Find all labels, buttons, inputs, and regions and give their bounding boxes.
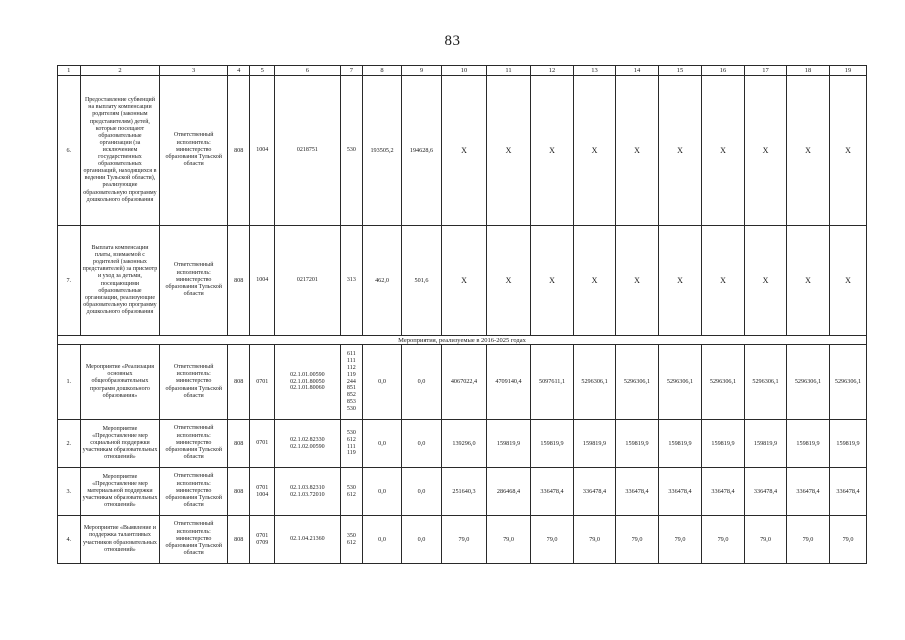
measure-description-cell: Мероприятие «Предоставление мер социальной поддержки участникам образовательных отношений» [80,420,160,468]
amount-cell: 193505,2 [363,76,402,226]
responsible-executor-cell: Ответственный исполнитель: министерство образования Тульской области [160,76,228,226]
expense-type-code-cell: 611 111 112 119 244 851 852 853 530 [340,345,363,420]
table-row [58,226,867,336]
column-number-cell: 7 [340,66,363,76]
amount-cell: 336478,4 [745,468,787,516]
column-number-cell: 4 [227,66,250,76]
amount-cell: 159819,9 [702,420,745,468]
amount-cell: X [659,76,702,226]
target-article-code-cell: 02.1.03.82310 02.1.03.72010 [275,468,341,516]
amount-cell: 0,0 [363,345,402,420]
column-number-cell: 13 [574,66,616,76]
amount-cell: 0,0 [402,468,442,516]
amount-cell: 79,0 [786,516,829,564]
section-code-cell: 0701 1004 [250,468,275,516]
amount-cell: 159819,9 [531,420,574,468]
amount-cell: 0,0 [402,420,442,468]
measure-description-cell: Выплата компенсации платы, взимаемой с родителей (законных представителей) за присмотр и уход за детьми, посещающими образовательные организации, реализующие образовательную программу дошкольного образования [80,226,160,336]
column-number-cell: 8 [363,66,402,76]
amount-cell: 5296306,1 [786,345,829,420]
amount-cell: 79,0 [441,516,486,564]
amount-cell: 0,0 [363,420,402,468]
amount-cell: 159819,9 [574,420,616,468]
amount-cell: 79,0 [486,516,530,564]
amount-cell: X [745,226,787,336]
amount-cell: X [829,76,866,226]
expense-type-code-cell: 350 612 [340,516,363,564]
responsible-executor-cell: Ответственный исполнитель: министерство образования Тульской области [160,226,228,336]
section-title-row [58,336,867,345]
column-number-cell: 1 [58,66,81,76]
amount-cell: 0,0 [402,345,442,420]
amount-cell: 159819,9 [616,420,659,468]
target-article-code-cell: 0217201 [275,226,341,336]
target-article-code-cell: 02.1.04.21360 [275,516,341,564]
row-number-cell: 6. [58,76,81,226]
amount-cell: 79,0 [531,516,574,564]
column-number-cell: 3 [160,66,228,76]
responsible-executor-cell: Ответственный исполнитель: министерство образования Тульской области [160,345,228,420]
measure-description-cell: Мероприятие «Реализация основных общеобразовательных программ дошкольного образования» [80,345,160,420]
amount-cell: 4709140,4 [486,345,530,420]
amount-cell: 79,0 [745,516,787,564]
responsible-executor-cell: Ответственный исполнитель: министерство образования Тульской области [160,420,228,468]
measure-description-cell: Мероприятие «Выявление и поддержка талантливых участников образовательных отношений» [80,516,160,564]
amount-cell: X [441,76,486,226]
grbs-code-cell: 808 [227,76,250,226]
amount-cell: 5296306,1 [745,345,787,420]
target-article-code-cell: 0218751 [275,76,341,226]
amount-cell: X [745,76,787,226]
amount-cell: 5296306,1 [574,345,616,420]
row-number-cell: 4. [58,516,81,564]
column-number-cell: 12 [531,66,574,76]
amount-cell: 5296306,1 [829,345,866,420]
amount-cell: 336478,4 [531,468,574,516]
measure-description-cell: Мероприятие «Предоставление мер материальной поддержки участникам образовательных отношений» [80,468,160,516]
grbs-code-cell: 808 [227,420,250,468]
table-row [58,76,867,226]
amount-cell: X [574,76,616,226]
amount-cell: 5296306,1 [702,345,745,420]
grbs-code-cell: 808 [227,468,250,516]
amount-cell: 194628,6 [402,76,442,226]
column-number-cell: 11 [486,66,530,76]
column-number-cell: 15 [659,66,702,76]
expense-type-code-cell: 313 [340,226,363,336]
amount-cell: 79,0 [574,516,616,564]
amount-cell: 336478,4 [786,468,829,516]
column-number-cell: 6 [275,66,341,76]
amount-cell: 159819,9 [786,420,829,468]
amount-cell: X [531,226,574,336]
amount-cell: 5296306,1 [659,345,702,420]
column-number-cell: 16 [702,66,745,76]
amount-cell: X [441,226,486,336]
column-number-cell: 17 [745,66,787,76]
amount-cell: 0,0 [402,516,442,564]
amount-cell: 462,0 [363,226,402,336]
row-number-cell: 3. [58,468,81,516]
amount-cell: 79,0 [702,516,745,564]
expense-type-code-cell: 530 612 [340,468,363,516]
table-row [58,420,867,468]
amount-cell: 501,6 [402,226,442,336]
amount-cell: 0,0 [363,516,402,564]
grbs-code-cell: 808 [227,345,250,420]
grbs-code-cell: 808 [227,516,250,564]
amount-cell: 79,0 [829,516,866,564]
section-code-cell: 0701 [250,420,275,468]
column-number-cell: 19 [829,66,866,76]
amount-cell: 251640,3 [441,468,486,516]
grbs-code-cell: 808 [227,226,250,336]
amount-cell: 159819,9 [659,420,702,468]
amount-cell: 286468,4 [486,468,530,516]
column-number-cell: 18 [786,66,829,76]
section-title: Мероприятия, реализуемые в 2016-2025 годах [58,336,867,345]
amount-cell: 159819,9 [486,420,530,468]
amount-cell: X [616,76,659,226]
expense-type-code-cell: 530 612 111 119 [340,420,363,468]
amount-cell: 5097611,1 [531,345,574,420]
amount-cell: X [786,76,829,226]
column-number-cell: 9 [402,66,442,76]
amount-cell: 4067022,4 [441,345,486,420]
amount-cell: X [531,76,574,226]
amount-cell: 336478,4 [829,468,866,516]
amount-cell: 139296,0 [441,420,486,468]
amount-cell: 0,0 [363,468,402,516]
table-row [58,468,867,516]
column-number-cell: 14 [616,66,659,76]
amount-cell: 159819,9 [745,420,787,468]
budget-table [57,65,867,564]
responsible-executor-cell: Ответственный исполнитель: министерство образования Тульской области [160,516,228,564]
responsible-executor-cell: Ответственный исполнитель: министерство образования Тульской области [160,468,228,516]
amount-cell: X [702,226,745,336]
row-number-cell: 7. [58,226,81,336]
amount-cell: 79,0 [659,516,702,564]
column-number-cell: 2 [80,66,160,76]
amount-cell: 336478,4 [659,468,702,516]
target-article-code-cell: 02.1.02.82330 02.1.02.00590 [275,420,341,468]
target-article-code-cell: 02.1.01.00590 02.1.01.80050 02.1.01.80060 [275,345,341,420]
amount-cell: X [786,226,829,336]
table-row [58,516,867,564]
column-number-cell: 10 [441,66,486,76]
amount-cell: X [829,226,866,336]
row-number-cell: 1. [58,345,81,420]
table-row [58,345,867,420]
amount-cell: X [486,76,530,226]
amount-cell: X [659,226,702,336]
amount-cell: X [616,226,659,336]
amount-cell: 5296306,1 [616,345,659,420]
measure-description-cell: Предоставление субвенций на выплату компенсации родителям (законным представителям) детей, которые посещают образовательные организации (за исключением государственных образовательных организаций, находящихся в ведении Тульской области), реализующие образовательную программу дошкольного образования [80,76,160,226]
amount-cell: 336478,4 [616,468,659,516]
section-code-cell: 1004 [250,226,275,336]
section-code-cell: 1004 [250,76,275,226]
column-number-cell: 5 [250,66,275,76]
expense-type-code-cell: 530 [340,76,363,226]
amount-cell: X [486,226,530,336]
column-number-row [58,66,867,76]
amount-cell: 79,0 [616,516,659,564]
section-code-cell: 0701 [250,345,275,420]
amount-cell: 336478,4 [574,468,616,516]
amount-cell: X [574,226,616,336]
page-number: 83 [444,33,461,49]
amount-cell: X [702,76,745,226]
amount-cell: 336478,4 [702,468,745,516]
section-code-cell: 0701 0709 [250,516,275,564]
amount-cell: 159819,9 [829,420,866,468]
row-number-cell: 2. [58,420,81,468]
